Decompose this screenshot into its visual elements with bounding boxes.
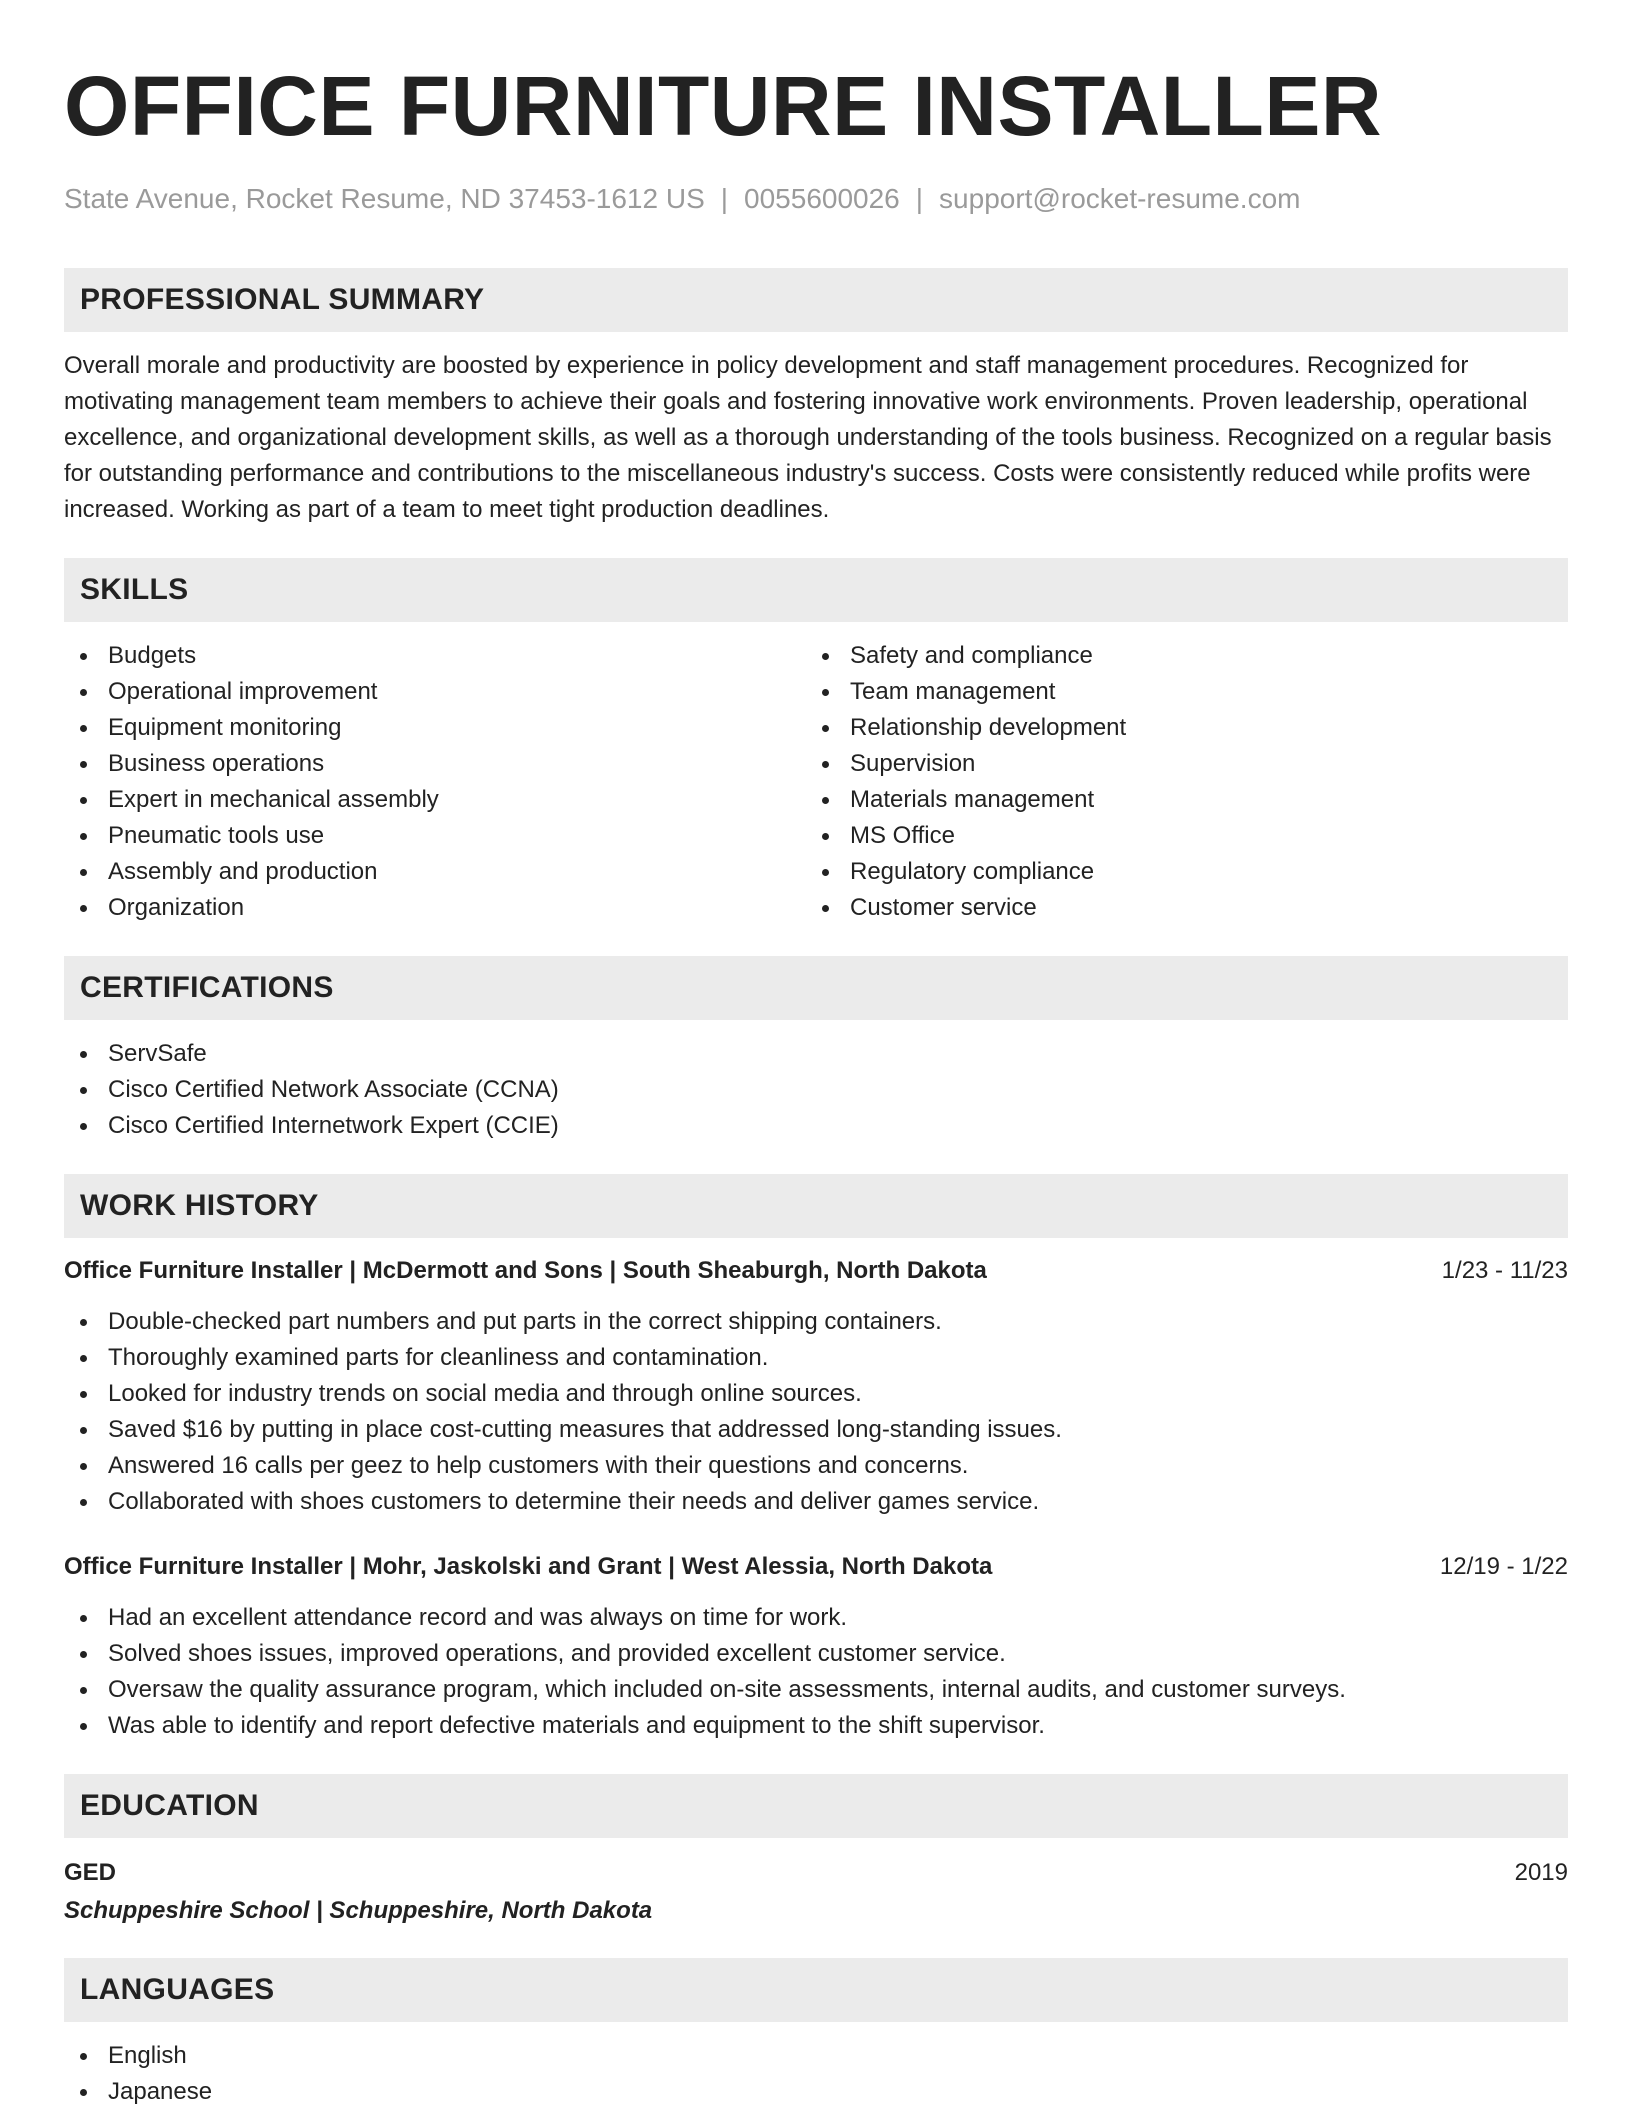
job-header bbox=[64, 1550, 1568, 1584]
section-heading-work-history: WORK HISTORY bbox=[64, 1174, 1568, 1238]
skills-column-left bbox=[64, 638, 806, 926]
job-bullets bbox=[64, 1304, 1568, 1520]
certification-item: ServSafe bbox=[64, 1036, 1568, 1072]
skill-item: Budgets bbox=[64, 638, 806, 674]
job-bullet: Collaborated with shoes customers to determine their needs and deliver games service. bbox=[64, 1484, 1568, 1520]
job-bullet: Solved shoes issues, improved operations, and provided excellent customer service. bbox=[64, 1636, 1568, 1672]
job-bullet: Answered 16 calls per geez to help customers with their questions and concerns. bbox=[64, 1448, 1568, 1484]
skill-item: Organization bbox=[64, 890, 806, 926]
contact-separator: | bbox=[915, 183, 924, 214]
section-heading-skills: SKILLS bbox=[64, 558, 1568, 622]
job-bullet: Had an excellent attendance record and was always on time for work. bbox=[64, 1600, 1568, 1636]
job-title: Office Furniture Installer | McDermott and Sons | South Sheaburgh, North Dakota bbox=[64, 1257, 987, 1284]
job-bullet: Double-checked part numbers and put parts in the correct shipping containers. bbox=[64, 1304, 1568, 1340]
skill-item: MS Office bbox=[806, 818, 1548, 854]
job-bullet: Oversaw the quality assurance program, which included on-site assessments, internal audits, and customer surveys. bbox=[64, 1672, 1568, 1708]
education-header bbox=[64, 1856, 1568, 1890]
job-entry bbox=[64, 1550, 1568, 1744]
job-title: Office Furniture Installer | Mohr, Jaskolski and Grant | West Alessia, North Dakota bbox=[64, 1553, 993, 1580]
languages-list bbox=[64, 2038, 1568, 2110]
skill-item: Materials management bbox=[806, 782, 1548, 818]
summary-text: Overall morale and productivity are boosted by experience in policy development and staff management procedures. Recognized for motivating management team members to achieve their goals and fostering innovative work environments. Proven leadership, operational excellence, and organizational development skills, as well as a thorough understanding of the tools business. Recognized on a regular basis for outstanding performance and contributions to the miscellaneous industry's success. Costs were consistently reduced while profits were increased. Working as part of a team to meet tight production deadlines. bbox=[64, 352, 1552, 523]
section-heading-certifications: CERTIFICATIONS bbox=[64, 956, 1568, 1020]
skill-item: Business operations bbox=[64, 746, 806, 782]
skill-item: Safety and compliance bbox=[806, 638, 1548, 674]
education-school: Schuppeshire School | Schuppeshire, North Dakota bbox=[64, 1897, 653, 1924]
certification-item: Cisco Certified Network Associate (CCNA) bbox=[64, 1072, 1568, 1108]
education-entry bbox=[64, 1856, 1568, 1928]
skill-item: Regulatory compliance bbox=[806, 854, 1548, 890]
contact-separator: | bbox=[720, 183, 729, 214]
section-heading-summary: PROFESSIONAL SUMMARY bbox=[64, 268, 1568, 332]
contact-line bbox=[64, 182, 1568, 216]
skill-item: Assembly and production bbox=[64, 854, 806, 890]
skill-item: Supervision bbox=[806, 746, 1548, 782]
contact-phone: 0055600026 bbox=[744, 183, 900, 214]
skills-list bbox=[64, 638, 1568, 926]
skill-item: Pneumatic tools use bbox=[64, 818, 806, 854]
skill-item: Team management bbox=[806, 674, 1548, 710]
language-item: Japanese bbox=[64, 2074, 1568, 2110]
job-dates: 1/23 - 11/23 bbox=[1441, 1257, 1568, 1284]
skill-item: Operational improvement bbox=[64, 674, 806, 710]
language-item: English bbox=[64, 2038, 1568, 2074]
certification-item: Cisco Certified Internetwork Expert (CCIE) bbox=[64, 1108, 1568, 1144]
job-bullet: Was able to identify and report defective materials and equipment to the shift supervisor. bbox=[64, 1708, 1568, 1744]
skill-item: Relationship development bbox=[806, 710, 1548, 746]
job-bullet: Saved $16 by putting in place cost-cutting measures that addressed long-standing issues. bbox=[64, 1412, 1568, 1448]
job-bullets bbox=[64, 1600, 1568, 1744]
contact-email: support@rocket-resume.com bbox=[939, 183, 1301, 214]
skill-item: Customer service bbox=[806, 890, 1548, 926]
resume-name: OFFICE FURNITURE INSTALLER bbox=[64, 59, 1383, 153]
job-entry bbox=[64, 1254, 1568, 1520]
job-bullet: Thoroughly examined parts for cleanliness and contamination. bbox=[64, 1340, 1568, 1376]
job-bullet: Looked for industry trends on social media and through online sources. bbox=[64, 1376, 1568, 1412]
skill-item: Equipment monitoring bbox=[64, 710, 806, 746]
job-dates: 12/19 - 1/22 bbox=[1439, 1553, 1568, 1580]
skill-item: Expert in mechanical assembly bbox=[64, 782, 806, 818]
education-year: 2019 bbox=[1514, 1859, 1568, 1886]
contact-address: State Avenue, Rocket Resume, ND 37453-1612 US bbox=[64, 183, 705, 214]
section-heading-education: EDUCATION bbox=[64, 1774, 1568, 1838]
section-heading-languages: LANGUAGES bbox=[64, 1958, 1568, 2022]
education-degree: GED bbox=[64, 1859, 117, 1886]
skills-column-right bbox=[806, 638, 1548, 926]
certifications-list bbox=[64, 1036, 1568, 1144]
job-header bbox=[64, 1254, 1568, 1288]
